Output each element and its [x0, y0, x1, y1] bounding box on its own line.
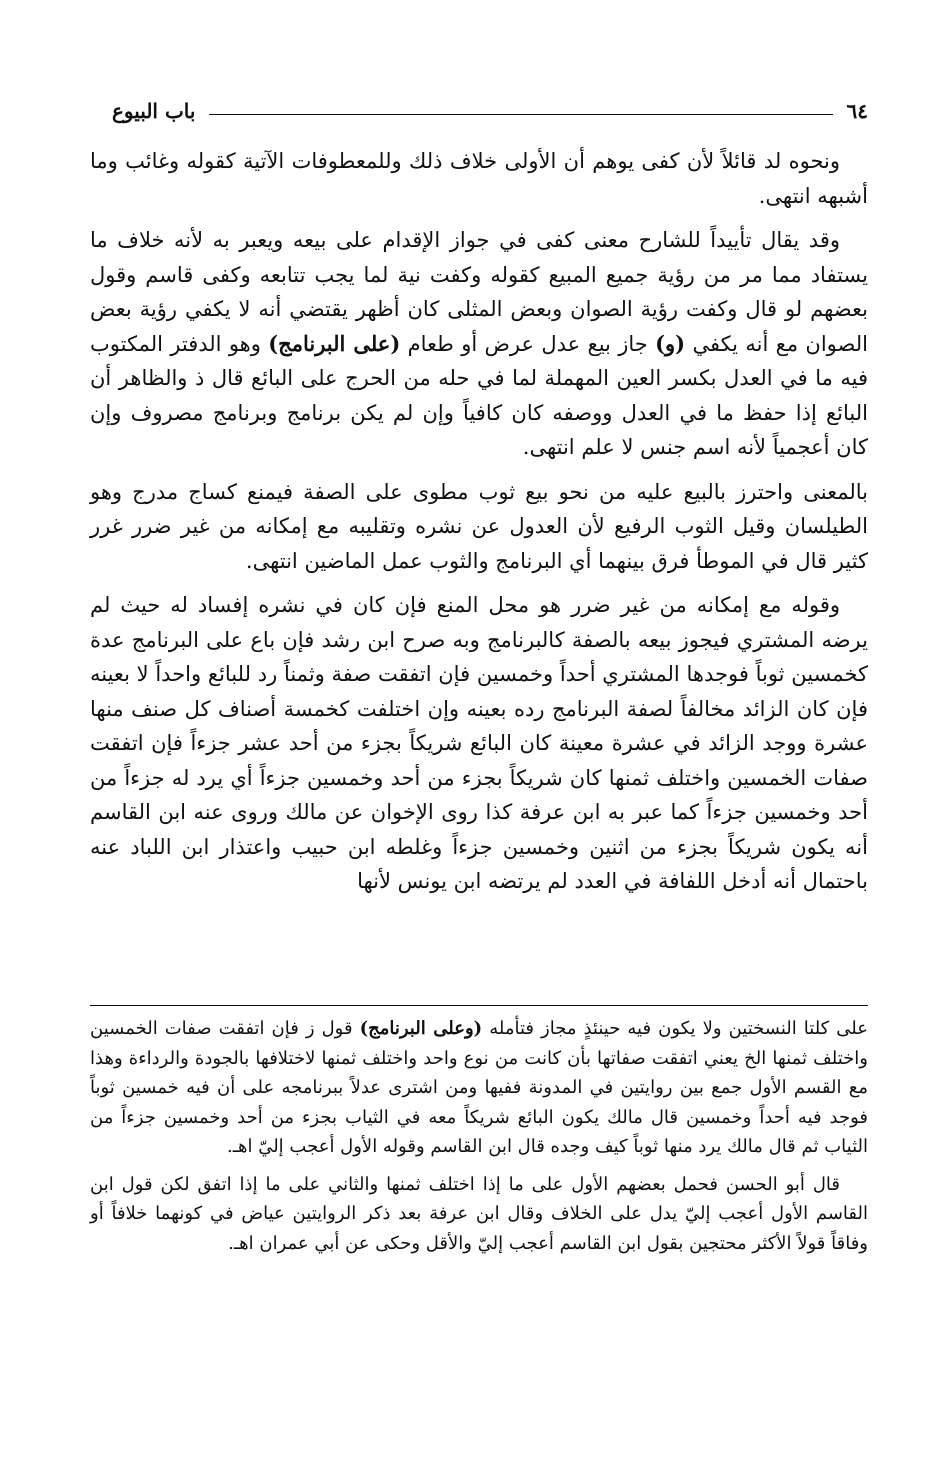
footnote-1-text-b: قول ز فإن اتفقت صفات الخمسين واختلف ثمنها الخ يعني اتفقت صفاتها بأن كانت من نوع واحد واختلف ثمنها لاختلافها بالجودة والرداءة وهذا مع القسم الأول جمع بين روايتين في المدونة ففيها ومن اشترى عدلاً ببرنامجه على أن فيه خمسين ثوباً فوجد فيه أحداً وخمسين قال مالك يكون البائع شريكاً معه في الثياب بجزء من أحد وخمسين جزءاً من الثياب ثم قال مالك يرد منها ثوباً كيف وجده قال ابن القاسم وقوله الأول أعجب إليّ اهـ. [90, 1018, 868, 1157]
paragraph-2-text-b: جاز بيع عدل عرض أو طعام [407, 331, 648, 356]
footnotes [90, 1014, 868, 1266]
paragraph-3 [90, 475, 868, 579]
paragraph-1 [90, 144, 868, 213]
header-rule [209, 114, 832, 115]
main-text [90, 144, 868, 909]
paragraph-2 [90, 223, 868, 465]
paragraph-3-text: بالمعنى واحترز بالبيع عليه من نحو بيع ثوب مطوى على الصفة فيمنع كساج مدرج وهو الطيلسان وقيل الثوب الرفيع لأن العدول عن نشره وتقليبه مع إمكانه من غير ضرر غرر كثير قال في الموطأ فرق بينهما أي البرنامج والثوب عمل الماضين انتهى. [90, 479, 868, 573]
footnote-marker-barnamaj: (وعلى البرنامج) [359, 1018, 483, 1039]
footnote-1 [90, 1014, 868, 1162]
paragraph-4-text: وقوله مع إمكانه من غير ضرر هو محل المنع فإن كان في نشره إفساد له حيث لم يرضه المشتري فيجوز بيعه بالصفة كالبرنامج وبه صرح ابن رشد فإن باع على البرنامج عدة كخمسين ثوباً فوجدها المشتري أحداً وخمسين فإن اتفقت صفة وثمناً رد للبائع واحداً لا بعينه فإن كان الزائد مخالفاً لصفة البرنامج رده بعينه وإن اختلفت كخمسة أصناف كل صنف منها عشرة ووجد الزائد في عشرة معينة كان البائع شريكاً بجزء من أحد عشر جزءاً فإن اتفقت صفات الخمسين واختلف ثمنها كان شريكاً بجزء من أحد وخمسين جزءاً أي يرد له جزءاً من أحد وخمسين جزءاً كما عبر به ابن عرفة كذا روى الإخوان عن مالك وروى عنه ابن القاسم أنه يكون شريكاً بجزء من اثنين وخمسين جزءاً وغلطه ابن حبيب واعتذار ابن اللباد عنه باحتمال أنه أدخل اللفافة في العدد لم يرتضه ابن يونس لأنها [90, 593, 868, 893]
paragraph-1-text: ونحوه لد قائلاً لأن كفى يوهم أن الأولى خلاف ذلك وللمعطوفات الآتية كقوله وغائب وما أشبهه انتهى. [90, 149, 868, 208]
running-header [112, 96, 868, 126]
footnote-2 [90, 1170, 868, 1259]
footnote-divider [90, 1005, 868, 1006]
paragraph-2-text-a: وقد يقال تأييداً للشارح معنى كفى في جواز الإقدام على بيعه ويعبر به لأنه خلاف ما يستفاد مما مر من رؤية جميع المبيع كقوله وكفت نية لما يجب تتابعه وكفى قاسم وقول بعضهم لو قال وكفت رؤية الصوان وبعض المثلى كان أظهر يقتضي أنه لا يكفي رؤية بعض الصوان مع أنه يكفي [90, 228, 868, 356]
paragraph-4 [90, 588, 868, 899]
page-number: ٦٤ [846, 99, 868, 123]
chapter-title: باب البيوع [112, 99, 196, 123]
footnote-2-text: قال أبو الحسن فحمل بعضهم الأول على ما إذا اختلف ثمنها والثاني على ما إذا اتفق لكن قول ابن القاسم الأول أعجب إليّ يدل على الخلاف وقال ابن عرفة بعد ذكر الروايتين عياض في كونهما خلافاً أو وفاقاً قولاً الأكثر محتجين بقول ابن القاسم أعجب إليّ والأقل وحكى عن أبي عمران اهـ. [90, 1173, 868, 1254]
paragraph-2-text-c: وهو الدفتر المكتوب فيه ما في العدل بكسر العين المهملة لما في حله من الحرج على البائع قال ذ والظاهر أن البائع إذا حفظ ما في العدل ووصفه كان كافياً وإن لم يكن برنامج وبرنامج مصروف وإن كان أعجمياً لأنه اسم جنس لا علم انتهى. [90, 331, 868, 459]
matn-marker-barnamaj: (على البرنامج) [268, 330, 401, 356]
matn-marker-waw: (و) [655, 330, 686, 356]
footnote-1-text-a: على كلتا النسختين ولا يكون فيه حينئذٍ مجاز فتأمله [489, 1018, 868, 1039]
